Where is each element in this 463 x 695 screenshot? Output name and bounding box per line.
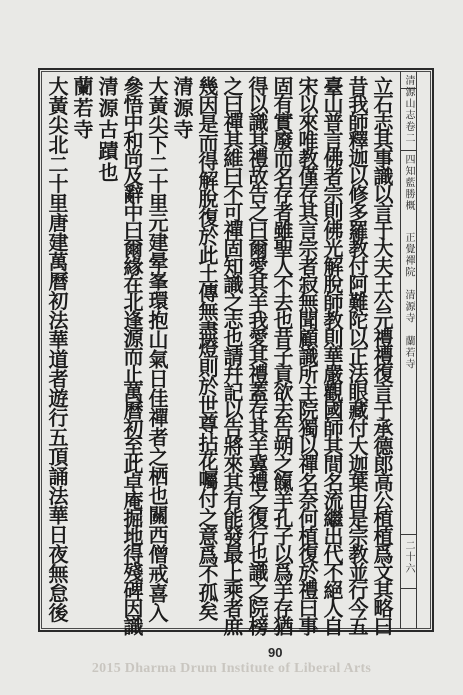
text-column: 固有實廢而名存者雖聖人不去也昔子貢欲去告朔之餼羊孔子以爲羊存猶 — [270, 76, 294, 634]
watermark: 2015 Dharma Drum Institute of Liberal Arts — [91, 661, 372, 676]
margin-divider — [400, 534, 416, 535]
margin-divider — [416, 71, 417, 629]
text-column: 大黃尖北二十里唐建萬曆初法華道者遊行五頂誦法華日夜無怠後 — [45, 76, 69, 622]
text-column: 大黃尖下二十里元建晕峯環抱山氣日佳禪者之栖也關西僧戒喜入 — [145, 76, 169, 622]
text-column: 臺山普言佛者宗則佛光解脫師教則華嚴觀國師其間名流繼出代不絕人自 — [320, 76, 344, 634]
text-column: 之曰禪其維曰不可禪固知識之志也請幷記以告將來其有能發最上乘者庶 — [220, 76, 244, 634]
margin-divider — [400, 71, 401, 629]
text-column: 宋以來唯教僅存其言宗者寂無聞顧識所主院獨以禪名奈何植復於禮曰事 — [295, 76, 319, 634]
text-column: 昔我師釋迦以修多羅教付阿難陀以正法眼藏付大迦葉由是宗教並行今五 — [345, 76, 369, 634]
margin-divider — [400, 588, 416, 589]
margin-divider — [400, 150, 416, 151]
section-heading: 清源寺 — [170, 76, 194, 141]
subsection-title: 正覺禪院 清源寺 蘭若寺 — [403, 232, 414, 370]
book-title: 清源山志卷二 — [403, 75, 414, 144]
section-title: 四知藍勝概 — [403, 154, 414, 212]
text-column: 得以識其禮故告之曰爾愛其羊我愛其禮蓋存其羊冀禮之復行也識之院榜 — [245, 76, 269, 634]
text-column: 立石志其事識以言于大夫王公元禮禮復言于承德郎高公植植爲文其略曰 — [370, 76, 394, 634]
text-column: 參悟中和尚及辭中曰爾緣在北逢源而止萬曆初至此卓庵掘地得殘碑因識 — [120, 76, 144, 634]
text-column: 幾因是而得解脫復於此土傳無盡燈則於世尊拈花囑付之意爲不孤矣 — [195, 76, 219, 620]
folio-number: 二十六 — [403, 540, 414, 575]
page-number: 90 — [268, 645, 283, 660]
section-heading: 蘭若寺 — [70, 76, 94, 141]
text-column: 清源古蹟也 — [95, 76, 119, 184]
